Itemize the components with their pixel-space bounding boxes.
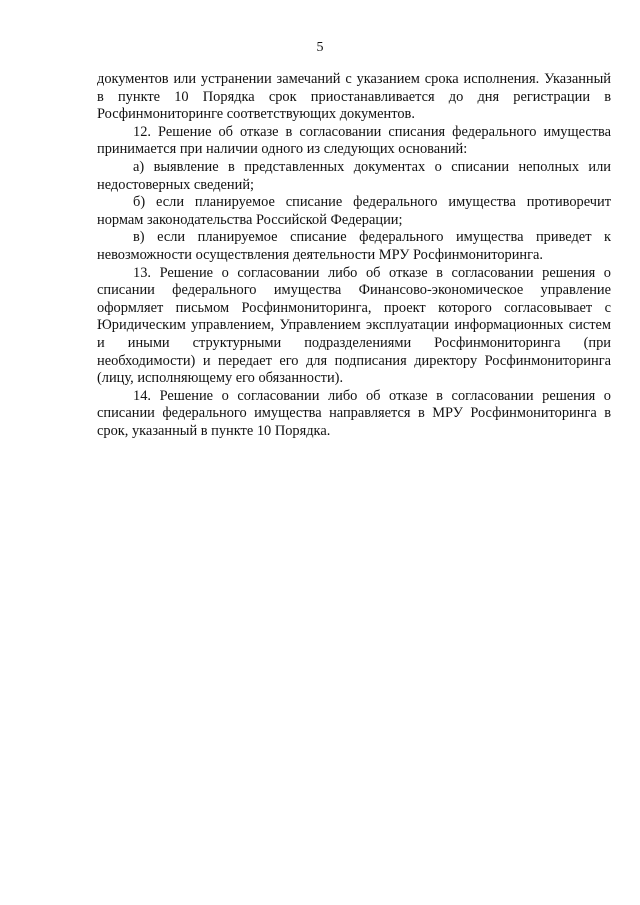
paragraph-continuation: документов или устранении замечаний с указанием срока исполнения. Указанный в пункте 10 Порядка срок приостанавливается до дня регистрации в Росфинмониторинге соответствующих документов. [97, 71, 611, 123]
document-body [97, 71, 611, 440]
paragraph-12: 12. Решение об отказе в согласовании списания федерального имущества принимается при наличии одного из следующих оснований: [97, 123, 611, 158]
paragraph-13: 13. Решение о согласовании либо об отказе в согласовании решения о списании федерального имущества Финансово-экономическое управление оформляет письмом Росфинмониторинга, проект которого согласовывает с Юридическим управлением, Управлением эксплуатации информационных систем и иными структурными подразделениями Росфинмониторинга (при необходимости) и передает его для подписания директору Росфинмониторинга (лицу, исполняющему его обязанности). [97, 264, 611, 387]
paragraph-12-a: а) выявление в представленных документах о списании неполных или недостоверных сведений; [97, 158, 611, 193]
page-number: 5 [316, 40, 324, 55]
paragraph-12-v: в) если планируемое списание федерального имущества приведет к невозможности осуществления деятельности МРУ Росфинмониторинга. [97, 229, 611, 263]
paragraph-12-b: б) если планируемое списание федерального имущества противоречит нормам законодательства Российской Федерации; [97, 194, 611, 228]
paragraph-14: 14. Решение о согласовании либо об отказе в согласовании решения о списании федерального имущества направляется в МРУ Росфинмониторинга в срок, указанный в пункте 10 Порядка. [97, 387, 611, 439]
